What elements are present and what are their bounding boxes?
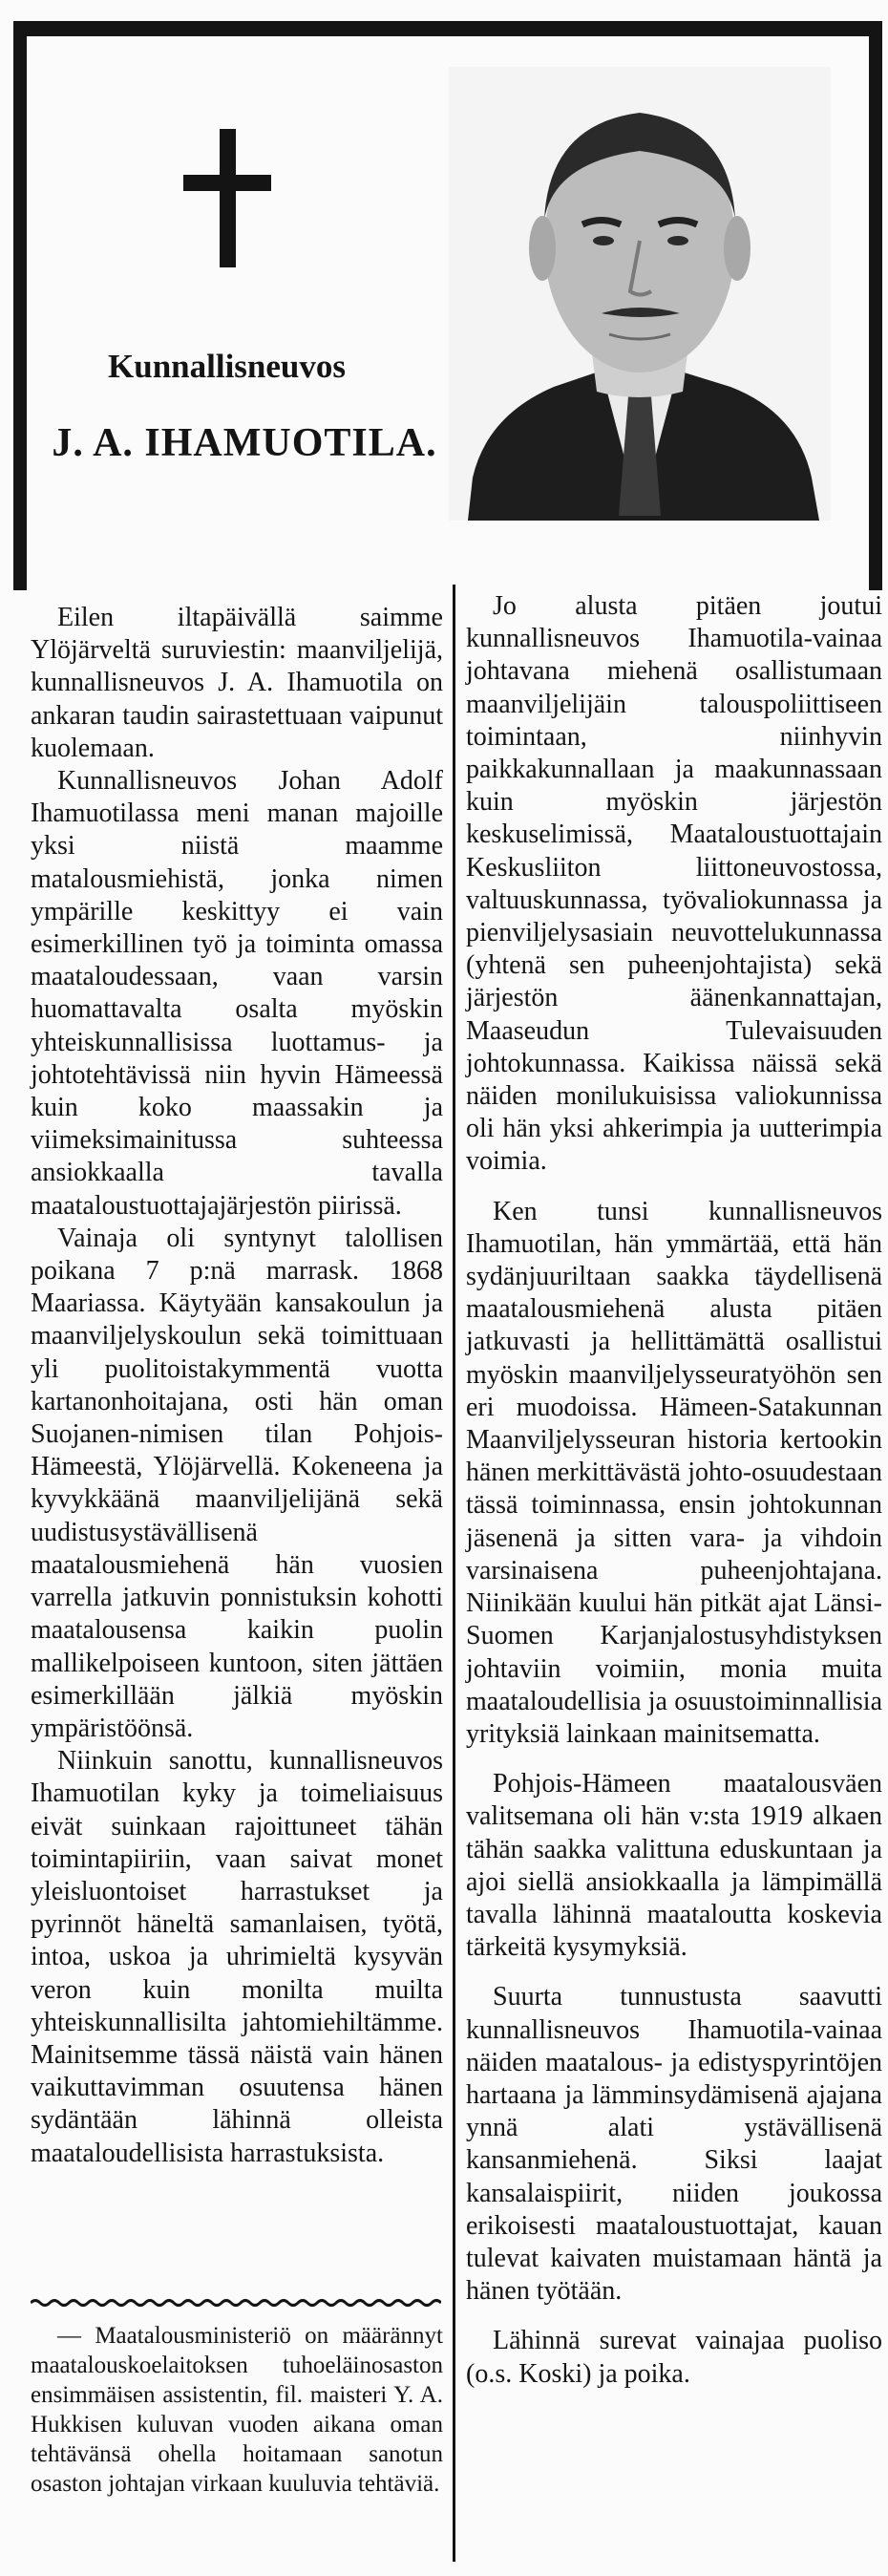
obituary-left-column	[31, 602, 443, 2170]
frame-left-border	[13, 36, 27, 590]
paragraph: Eilen iltapäivällä saimme Ylöjärveltä suruviestin: maanviljelijä, kunnallisneuvos J. A. Ihamuotila on ankaran taudin sairastettuaan vaipunut kuolemaan.	[31, 603, 443, 763]
column-divider	[453, 585, 455, 2562]
top-border	[13, 21, 882, 36]
paragraph: Ken tunsi kunnallisneuvos Ihamuotilan, hän ymmärtää, että hän sydänjuuriltaan saakka täydellisenä maatalousmiehenä alusta pitäen jatkuvasti ja hellittämättä osallistui myöskin maanviljelysseuratyöhön sen eri muodoissa. Hämeen-Satakunnan Maanviljelysseuran historia kertookin hänen merkittävästä johto-osuudestaan tässä toiminnassa, ensin johtokunnan jäsenenä ja sitten vara- ja vihdoin varsinaisena puheenjohtajana. Niinikään kuului hän pitkät ajat Länsi-Suomen Karjanjalostusyhdistyksen johtaviin voimiin, monia muita maataloudellisia ja osuustoiminnallisia yrityksiä lainkaan mainitsematta.	[466, 1196, 882, 1749]
paragraph: Suurta tunnustusta saavutti kunnallisneuvos Ihamuotila-vainaa näiden maatalous- ja edistyspyrintöjen hartaana ja lämminsydämisenä ajajana ynnä alati ystävällisenä kansanmiehenä. Siksi laajat kansalaispiirit, niiden joukossa erikoisesti maataloustuottajat, kauan tulevat kaivaten muistamaan häntä ja hänen työtään.	[466, 1982, 882, 2307]
obituary-right-column	[466, 590, 882, 2391]
paragraph: Jo alusta pitäen joutui kunnallisneuvos Ihamuotila-vainaa johtavana miehenä osallistumaan maanviljelijäin talouspoliittiseen toimintaan, niinhyvin paikkakunnallaan ja maakunnassaan kuin myöskin järjestön keskuselimissä, Maataloustuottajain Keskusliiton liittoneuvostossa, valtuuskunnassa, työvaliokunnassa ja pienviljelysasiain neuvottelukunnassa (yhtenä sen puheenjohtajista) sekä järjestön äänenkannattajan, Maaseudun Tulevaisuuden johtokunnassa. Kaikissa näissä sekä näiden monilukuisissa valiokunnissa oli hän yksi ahkerimpia ja uutterimpia voimia.	[466, 591, 882, 1177]
wavy-separator	[31, 2298, 441, 2308]
paragraph: Lähinnä surevat vainajaa puoliso (o.s. Koski) ja poika.	[466, 2326, 882, 2389]
paragraph: Niinkuin sanottu, kunnallisneuvos Ihamuotilan kyky ja toimeliaisuus eivät suinkaan rajoittuneet tähän toimintapiiriin, vaan saivat monet yleisluontoiset harrastukset ja pyrinnöt häneltä samanlaisen, työtä, intoa, uskoa ja uhrimieltä kysyvän veron kuin monilta muilta yhteiskunnallisilta jahtomiehiltämme. Mainitsemme tässä näistä vain hänen vaikuttavimman osuutensa hänen sydäntään lähinnä olleista maataloudellisista harrastuksista.	[31, 1746, 443, 2168]
paragraph: Vainaja oli syntynyt talollisen poikana 7 p:nä marrask. 1868 Maariassa. Käytyään kansakoulun ja maanviljelyskoulun sekä toimittuaan yli puolitoistakymmentä vuotta kartanonhoitajana, osti hän oman Suojanen-nimisen tilan Pohjois-Hämeestä, Ylöjärvellä. Kokeneena ja kyvykkäänä maanviljelijänä sekä uudistusystävällisenä maatalousmiehenä hän vuosien varrella jatkuvin ponnistuksin kohotti maatalousensa kaikin puolin mallikelpoiseen kuntoon, siten jättäen esimerkillään jälkiä myöskin ympäristöönsä.	[31, 1223, 443, 1743]
notice-text: — Maatalousministeriö on määrännyt maatalouskoelaitoksen tuhoeläinosaston ensimmäisen assistentin, fil. maisteri Y. A. Hukkisen kuluvan vuoden aikana oman tehtävänsä ohella hoitamaan sanotun osaston johtajan virkaan kuuluvia tehtäviä.	[31, 2323, 443, 2497]
frame-right-border	[869, 36, 882, 590]
portrait-photo	[449, 67, 831, 521]
obituary-name: J. A. IHAMUOTILA.	[52, 421, 437, 465]
paragraph: Kunnallisneuvos Johan Adolf Ihamuotilassa meni manan majoille yksi niistä maamme matalousmiehistä, jonka nimen ympärille keskittyy ei vain esimerkillinen työ ja toiminta omassa maataloudessaan, vaan varsin huomattavalta osalta myöskin yhteiskunnallisissa luottamus- ja johtotehtävissä niin hyvin Hämeessä kuin koko maassakin ja viimeksimainitussa suhteessa ansiokkaalla tavalla maataloustuottajajärjestön piirissä.	[31, 766, 443, 1221]
obituary-title: Kunnallisneuvos	[108, 348, 346, 385]
news-notice	[31, 2321, 443, 2499]
paragraph: Pohjois-Hämeen maatalousväen valitsemana oli hän v:sta 1919 alkaen tähän saakka valittuna eduskuntaan ja ajoi siellä ansiokkaalla ja lämpimällä tavalla lähinnä maataloutta koskevia tärkeitä kysymyksiä.	[466, 1769, 882, 1963]
